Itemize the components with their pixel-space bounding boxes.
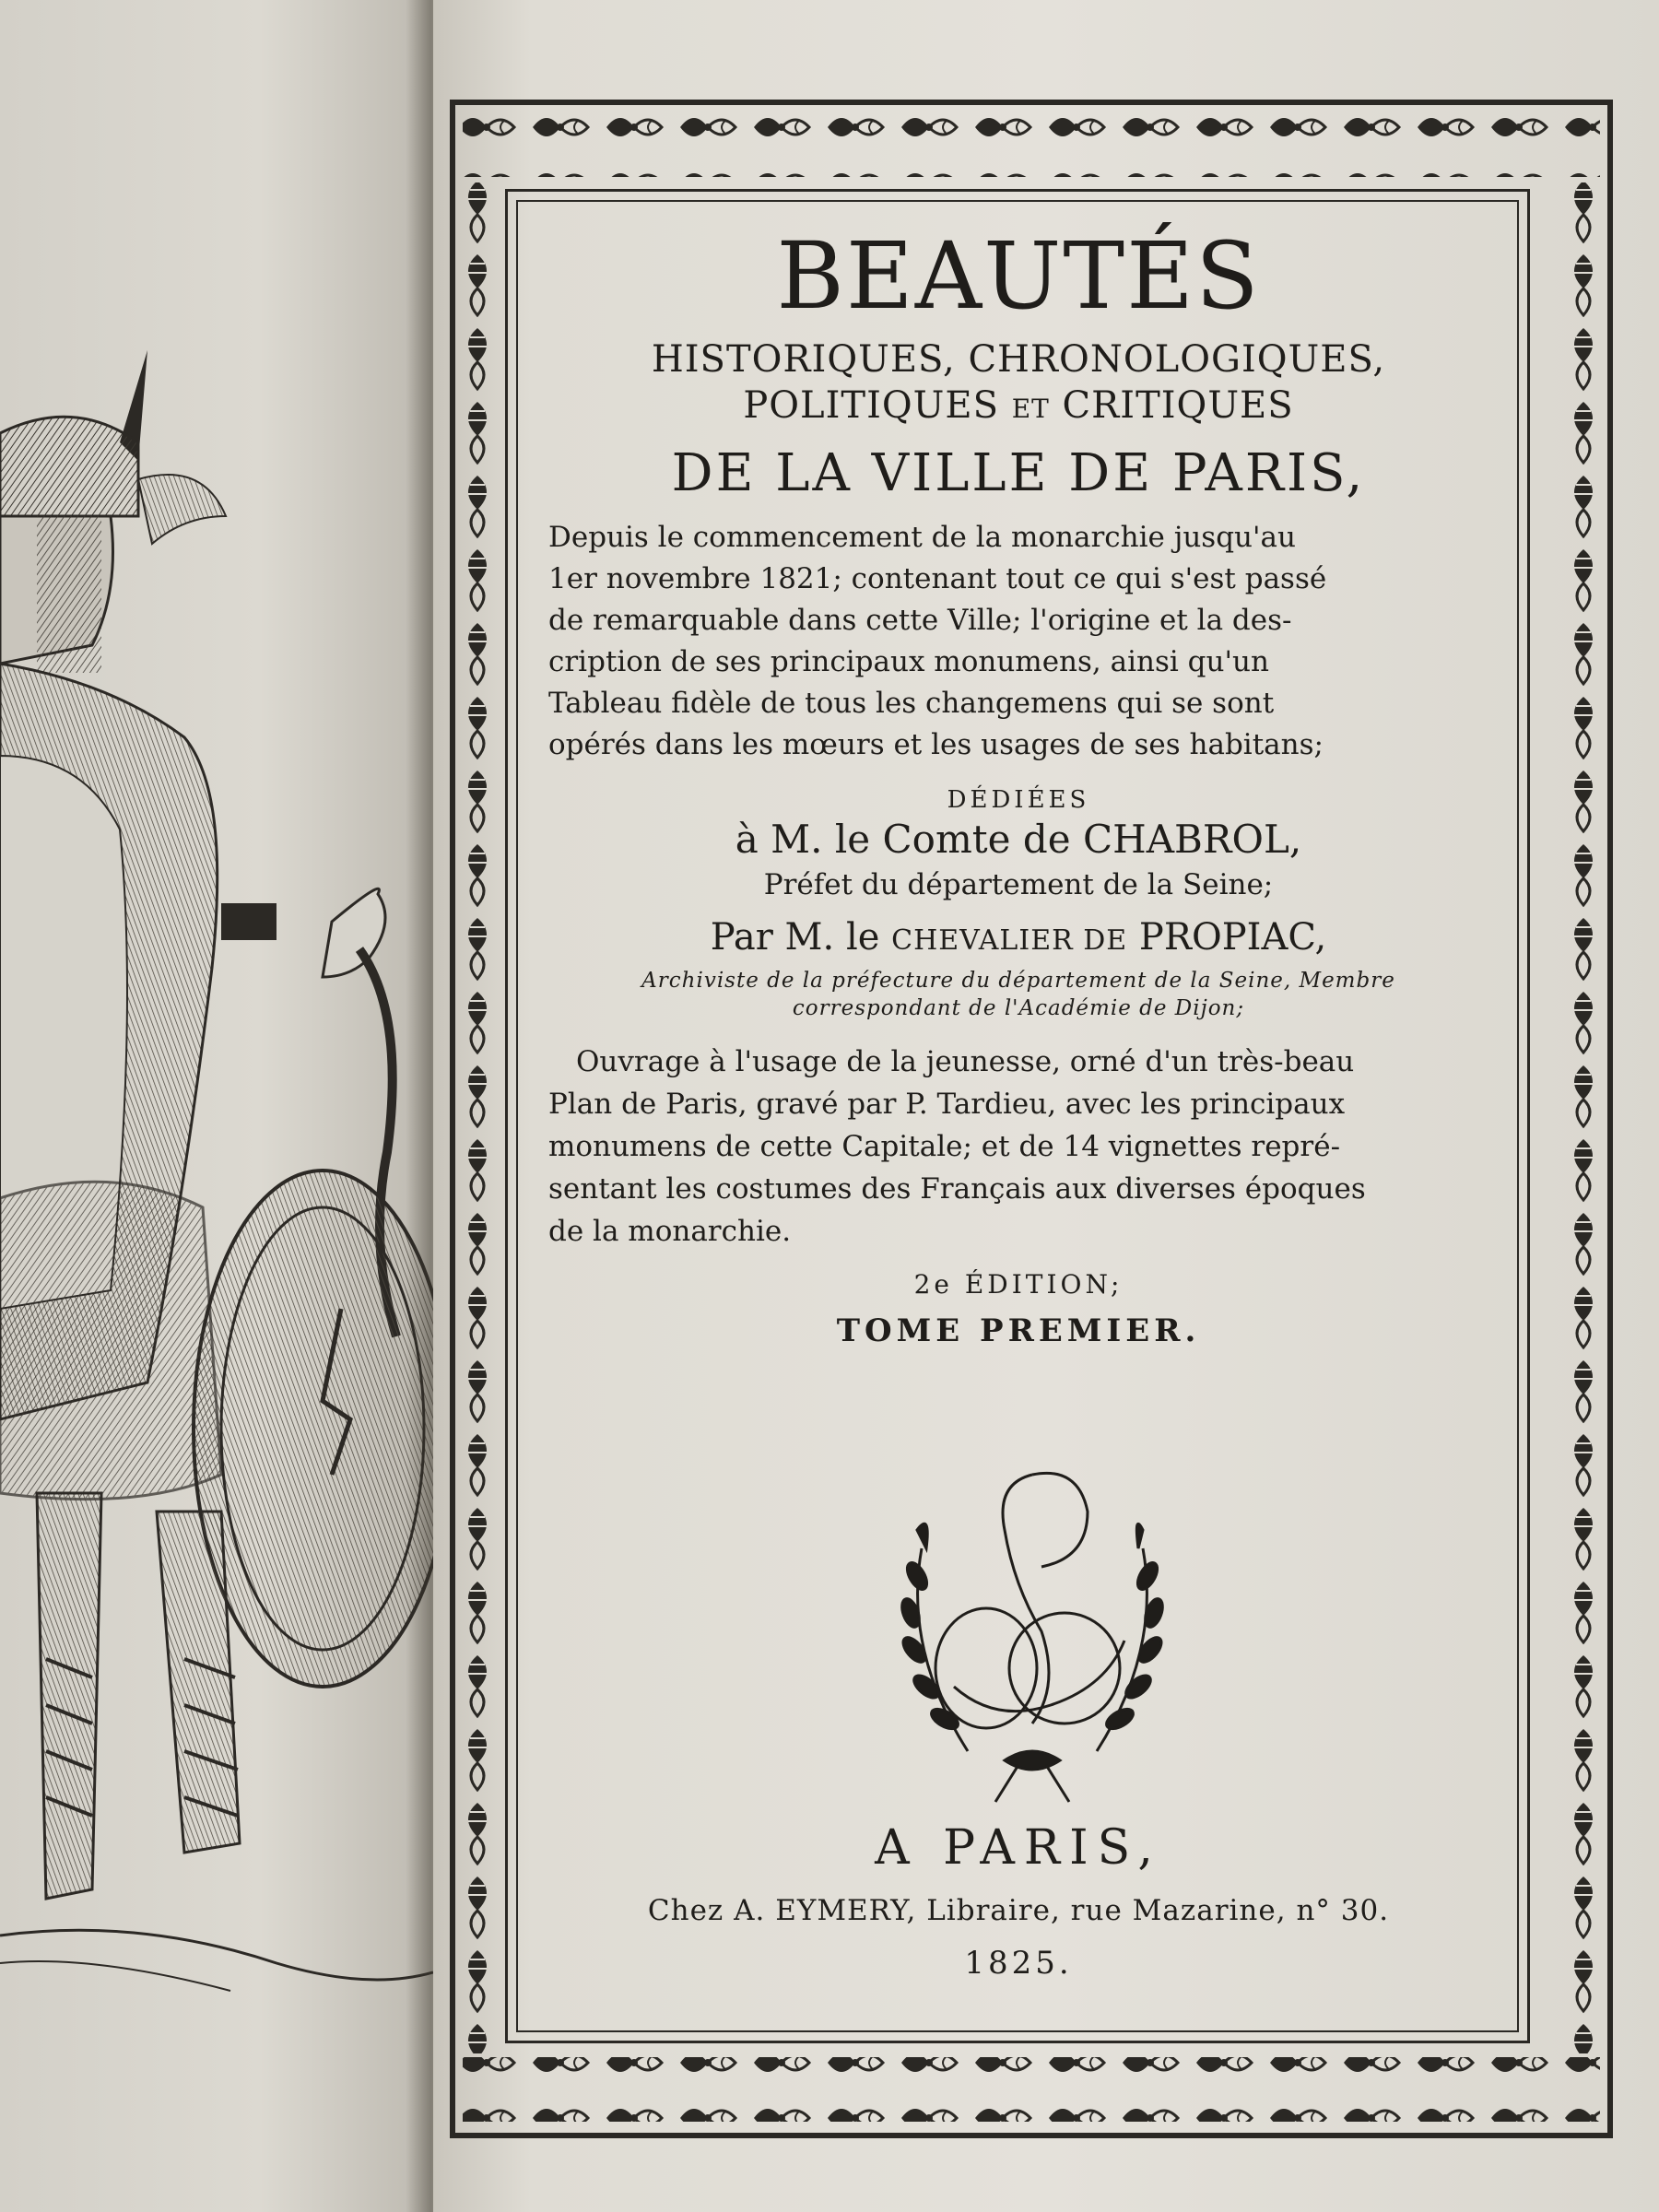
author-line [539, 912, 1498, 967]
author-role-line-1: Archiviste de la préfecture du département de la Seine, Membre [641, 969, 1395, 993]
imprint-publisher: Chez A. EYMERY, Libraire, rue Mazarine, n° 30. [647, 1894, 1390, 1927]
ouvrage-line: sentant les costumes des Français aux diverses époques [548, 1172, 1366, 1206]
description-line: cription de ses principaux monumens, ainsi qu'un [548, 645, 1269, 678]
frontispiece-engraving [0, 0, 433, 2212]
author-role-line-2: correspondant de l'Académie de Dijon; [792, 996, 1245, 1020]
tome-label: TOME PREMIER. [836, 1312, 1201, 1349]
ouvrage-line: Ouvrage à l'usage de la jeunesse, orné d'un très-beau [576, 1045, 1355, 1078]
ouvrage-line: Plan de Paris, gravé par P. Tardieu, avec les principaux [548, 1088, 1346, 1121]
imprint-city: A PARIS, [875, 1820, 1162, 1876]
author-prefix: Par M. le [710, 916, 880, 959]
frontispiece-page [0, 0, 433, 2212]
monogram-emblem [866, 1447, 1198, 1816]
ouvrage-line: de la monarchie. [548, 1215, 792, 1248]
description-line: 1er novembre 1821; contenant tout ce qui s'est passé [548, 562, 1327, 595]
description-line: de remarquable dans cette Ville; l'origine et la des- [548, 604, 1292, 637]
book-title: BEAUTÉS [776, 222, 1261, 330]
author-name: PROPIAC, [1138, 916, 1327, 959]
subtitle-line-3: DE LA VILLE DE PARIS, [671, 443, 1366, 503]
description-line: Tableau fidèle de tous les changemens qui se sont [548, 687, 1275, 720]
dedication-line-1: à M. le Comte de CHABROL, [735, 817, 1302, 862]
subtitle-line-2-part-b: ET [1011, 394, 1050, 424]
subtitle-line-2-part-a: POLITIQUES [743, 384, 999, 427]
subtitle-line-2 [539, 382, 1498, 432]
author-title: CHEVALIER DE [891, 924, 1128, 957]
ouvrage-line: monumens de cette Capitale; et de 14 vignettes repré- [548, 1130, 1341, 1163]
title-page-text [539, 212, 1498, 1349]
description-line: opérés dans les mœurs et les usages de ses habitans; [548, 728, 1324, 761]
description-block [539, 517, 1498, 766]
subtitle-line-2-part-c: CRITIQUES [1062, 384, 1294, 427]
imprint-year: 1825. [964, 1945, 1073, 1982]
dedication-heading: DÉDIÉES [947, 786, 1090, 814]
dedication-line-2: Préfet du département de la Seine; [763, 868, 1274, 901]
edition-label: 2e ÉDITION; [913, 1269, 1124, 1300]
description-line: Depuis le commencement de la monarchie jusqu'au [548, 521, 1296, 554]
subtitle-line-1: HISTORIQUES, CHRONOLOGIQUES, [651, 338, 1386, 381]
ouvrage-block [539, 1041, 1498, 1253]
